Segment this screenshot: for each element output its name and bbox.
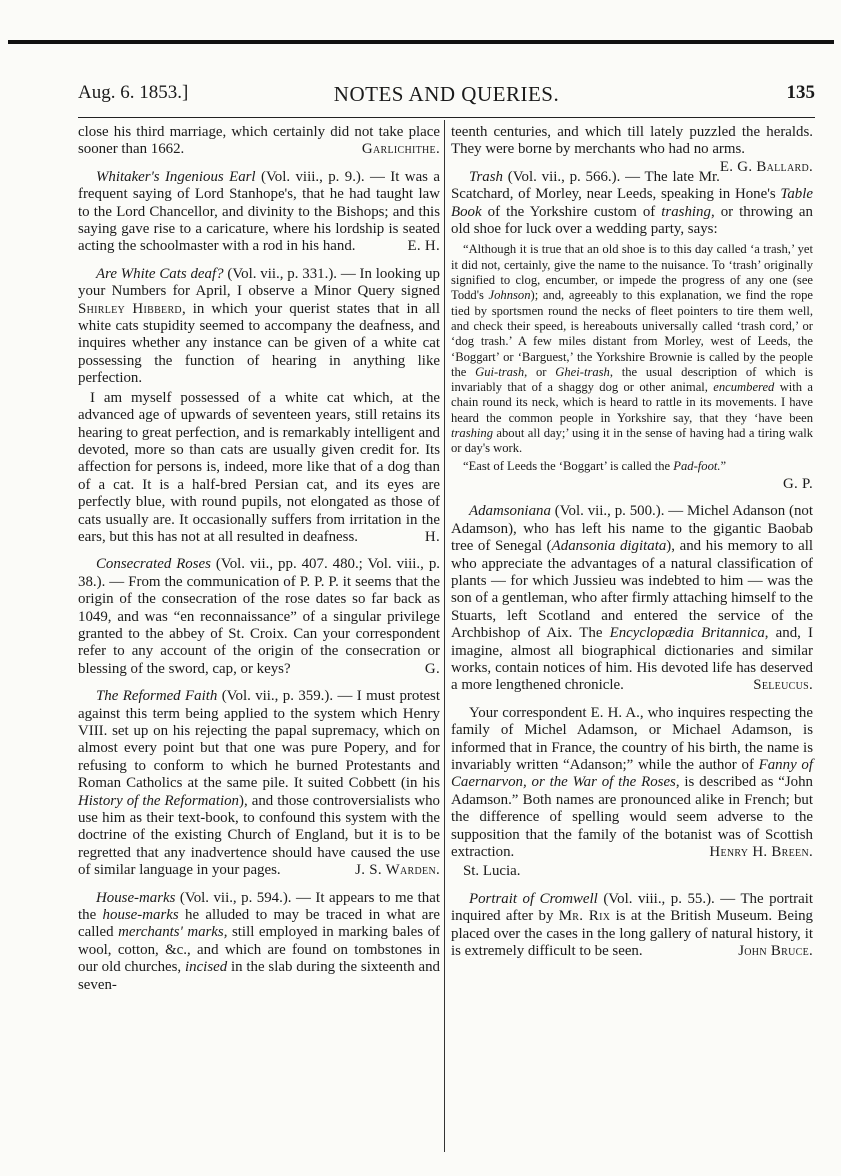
article-white-cats: Are White Cats deaf? (Vol. vii., p. 331.). — In looking up your Numbers for April, I observe a Minor Query signed Shirley Hibberd, in which your querist states that in all white cats stupidity seemed to accompany the deafness, and inquires whether any instance can be given of a white cat possessing the function of hearing in anything like perfection. xyxy=(78,265,440,387)
article-white-cats-reply: I am myself possessed of a white cat which, at the advanced age of upwards of seventeen years, still retains its hearing to great perfection, and is remarkably intelligent and devoted, more so than cats are usually given credit for. Its affection for persons is, indeed, more like that of a dog than of a cat. It is a half-bred Persian cat, and its eyes are perfectly blue, with round pupils, not elongated as those of cats usually are. It occasionally suffers from irritation in the ears, but this has not at all resulted in deafness. H. xyxy=(78,389,440,545)
signature: G. xyxy=(424,660,440,677)
signature: John Bruce. xyxy=(738,943,813,960)
name-smallcaps: Mr. Rix xyxy=(558,908,611,925)
name-smallcaps: Shirley Hibberd xyxy=(78,300,182,317)
left-column xyxy=(78,124,440,1004)
issue-date: Aug. 6. 1853.] xyxy=(78,82,189,103)
article-reformed-faith: The Reformed Faith (Vol. vii., p. 359.). — I must protest against this term being applied to the system which Henry VIII. set up on his rejecting the papal supremacy, which on almost every point but that one was pure Popery, and for refusing to conform to which he burned Protestants and Roman Catholics at the same pile. It suited Cobbett (in his History of the Reformation), and those controversialists who use him as their text-book, to confound this system with the doctrine of the existing Church of England, but it is to be regretted that any inadvertence should have caused the use of similar language in your pages. J. S. Warden. xyxy=(78,688,440,879)
article-adamsoniana: Adamsoniana (Vol. vii., p. 500.). — Michel Adanson (not Adamson), who has left his name to the gigantic Baobab tree of Senegal (Adansonia digitata), and his memory to all who appreciate the advantages of a natural classification of plants — for which Jussieu was indebted to him — was the son of a gentleman, who after firmly attaching himself to the Stuarts, left Scotland and entered the service of the Archbishop of Aix. The Encyclopædia Britannica, and, I imagine, almost all biographical dictionaries and similar works, contain notices of him. His devoted life has deserved a more lengthened chronicle. Seleucus. xyxy=(451,503,813,694)
article-heading: Portrait of Cromwell xyxy=(469,890,598,907)
article-heading: Consecrated Roses xyxy=(96,556,211,573)
signature: G. P. xyxy=(782,475,813,492)
signature: Henry H. Breen. xyxy=(709,844,813,861)
header-rule xyxy=(78,117,815,118)
signature: J. S. Warden. xyxy=(355,862,440,879)
article-whitakers-ingenious-earl: Whitaker's Ingenious Earl (Vol. viii., p. 9.). — It was a frequent saying of Lord Stanhope's, that he had taught law to the Lord Chancellor, and divinity to the Bishops; and this saying gave rise to a caricature, where his lordship is seated acting the schoolmaster with a rod in his hand. E. H. xyxy=(78,168,440,255)
top-rule xyxy=(8,40,834,44)
article-heading: House-marks xyxy=(96,889,176,906)
trash-quotation: “Although it is true that an old shoe is to this day called ‘a trash,’ yet it did not, certainly, give the name to the nuisance. To ‘trash’ originally signified to clog, encumber, or impede the progress of any one (see Todd's Johnson); and, agreeably to this explanation, we find the rope tied by sportsmen round the necks of fleet pointers to tire them well, and check their speed, is hereabouts universally called ‘trash cord,’ or ‘dog trash.’ A few miles distant from Morley, west of Leeds, the ‘Boggart’ or ‘Barguest,’ the Yorkshire Brownie is called by the people the Gui-trash, or Ghei-trash, the usual description of which is invariably that of a shaggy dog or other animal, encumbered with a chain round its neck, which is heard to rattle in its movements. I have heard the common people in Yorkshire say, that they ‘have been trashing about all day;’ using it in the sense of having had a tiring walk or day's work. xyxy=(451,242,814,456)
page-header xyxy=(78,82,815,110)
right-column xyxy=(451,124,813,970)
article-garlichithe: close his third marriage, which certainly did not take place sooner than 1662. Garlichithe. xyxy=(78,124,440,158)
article-heading: The Reformed Faith xyxy=(96,688,218,705)
article-portrait-of-cromwell: Portrait of Cromwell (Vol. viii., p. 55.). — The portrait inquired after by Mr. Rix is at the British Museum. Being placed over the cases in the long gallery of natural history, it is extremely difficult to be seen. John Bruce. xyxy=(451,890,813,960)
page-number: 135 xyxy=(786,82,815,103)
signature: Seleucus. xyxy=(753,677,813,694)
article-house-marks-cont: teenth centuries, and which till lately puzzled the heralds. They were borne by merchants who had no arms. E. G. Ballard. xyxy=(451,124,813,175)
signature: H. xyxy=(424,528,440,545)
article-heading: Trash xyxy=(469,168,503,185)
place-line: St. Lucia. xyxy=(463,863,521,880)
signature-line xyxy=(451,476,813,493)
article-heading: Adamsoniana xyxy=(469,503,551,520)
signature: Garlichithe. xyxy=(361,141,440,158)
journal-title: NOTES AND QUERIES. xyxy=(333,82,560,106)
article-trash: Trash (Vol. vii., p. 566.). — The late Mr. Scatchard, of Morley, near Leeds, speaking in Hone's Table Book of the Yorkshire custom of trashing, or throwing an old shoe for luck over a wedding party, says: xyxy=(451,168,813,238)
article-adamsoniana-reply: Your correspondent E. H. A., who inquires respecting the family of Michel Adamson, or Michael Adamson, is informed that in France, the country of his birth, the name is invariably written “Adanson;” while the author of Fanny of Caernarvon, or the War of the Roses, is described as “John Adamson.” Both names are pronounced alike in French; but the difference of spelling would seem adverse to the supposition that the family of the botanist was of Scottish extraction. Henry H. Breen. xyxy=(451,704,814,861)
trash-quotation-end: “East of Leeds the ‘Boggart’ is called the Pad-foot.” xyxy=(463,458,727,473)
signature: E. H. xyxy=(407,238,440,255)
article-heading: Are White Cats deaf? xyxy=(96,265,224,282)
article-consecrated-roses: Consecrated Roses (Vol. vii., pp. 407. 480.; Vol. viii., p. 38.). — From the communication of P. P. P. it seems that the origin of the consecration of the rose dates so far back as 1049, and was “en reconnaissance” of a singular privilege granted to the abbey of St. Croix. Can your correspondent refer to any account of the origin of the consecration or blessing of the sword, cap, or keys? G. xyxy=(78,556,440,677)
column-divider xyxy=(444,120,445,1152)
article-house-marks: House-marks (Vol. vii., p. 594.). — It appears to me that the house-marks he alluded to may be traced in what are called merchants' marks, still employed in marking bales of wool, cotton, &c., and which are found on tombstones in our old churches, incised in the slab during the sixteenth and seven- xyxy=(78,889,441,993)
article-heading: Whitaker's Ingenious Earl xyxy=(96,168,256,185)
signature: E. G. Ballard. xyxy=(719,158,813,175)
